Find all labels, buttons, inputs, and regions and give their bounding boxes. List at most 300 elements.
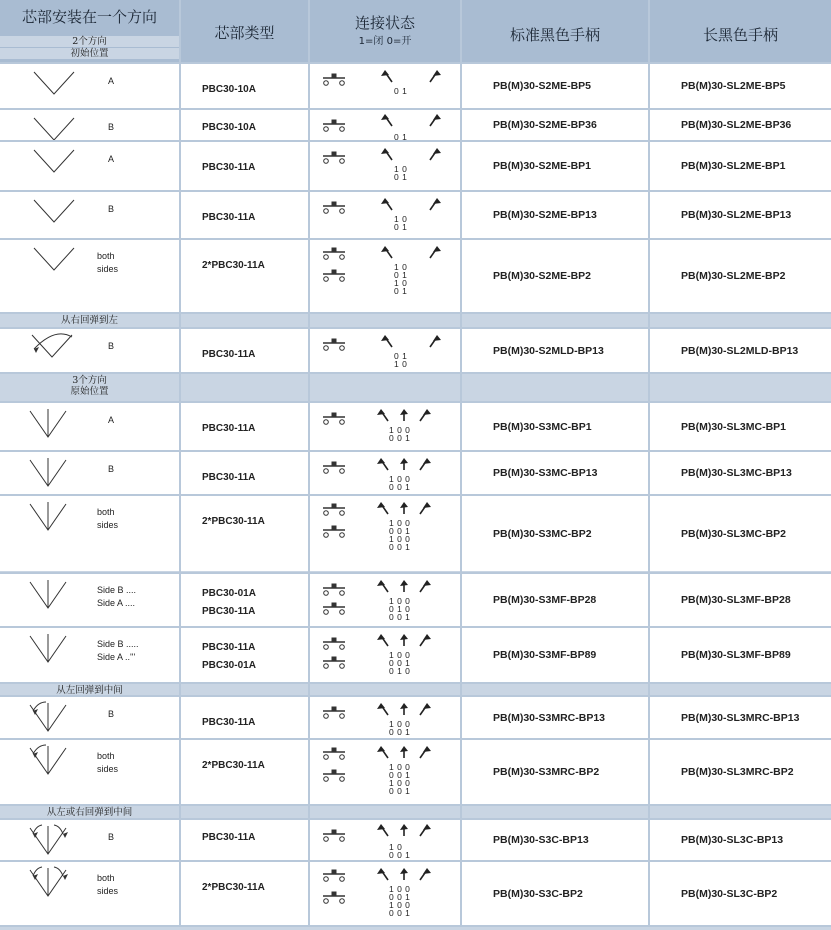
diagram-cell [0, 403, 179, 450]
v-actuator-symbol [34, 150, 74, 172]
header-mount [0, 0, 179, 62]
direction-arrowhead [423, 580, 431, 586]
section-bar-spring-right-left-4 [650, 314, 831, 327]
std-handle-cell [462, 820, 648, 860]
header-long-handle-label: 长黑色手柄 [702, 26, 778, 44]
long-handle-cell [650, 240, 831, 312]
core-type-label: PBC30-11A [202, 832, 256, 843]
long-handle-cell [650, 820, 831, 860]
actuator-diagram [0, 110, 179, 140]
section-bar-three-directions-label: 3个方向 [72, 375, 107, 386]
std-handle-cell [462, 452, 648, 494]
direction-arrowhead [433, 246, 441, 252]
state-digits: 0 0 1 [389, 727, 411, 737]
long-handle-cell [650, 142, 831, 190]
core-type-cell [181, 110, 308, 140]
contact-state-diagram [310, 110, 460, 140]
v-actuator-symbol [34, 248, 74, 270]
std-handle-cell [462, 403, 648, 450]
core-type-cell [181, 820, 308, 860]
actuator-diagram [0, 64, 179, 108]
direction-arrowhead [377, 458, 385, 464]
state-digits: 1 0 0 [389, 596, 411, 606]
header-core-type [181, 0, 308, 62]
contact-state-diagram [310, 142, 460, 190]
actuator-diagram [0, 862, 179, 925]
std-model: PB(M)30-S3MRC-BP13 [493, 712, 606, 724]
direction-arrowhead [433, 335, 441, 341]
core-type-label: PBC30-10A [202, 122, 256, 133]
core-type-cell [181, 496, 308, 571]
long-model: PB(M)30-SL2ME-BP13 [681, 209, 792, 221]
diagram-cell [0, 496, 179, 571]
contact-state-diagram [310, 628, 460, 682]
std-model: PB(M)30-S3MC-BP2 [493, 528, 592, 540]
long-model: PB(M)30-SL3MC-BP13 [681, 467, 792, 479]
diagram-cell [0, 628, 179, 682]
section-bar-spring-right-left-3 [462, 314, 648, 327]
state-digits: 0 0 1 [389, 786, 411, 796]
contact-nc-symbol [323, 526, 345, 537]
core-type-cell [181, 628, 308, 682]
contact-nc-symbol [323, 504, 345, 515]
long-model: PB(M)30-SL2ME-BP2 [681, 270, 786, 282]
contact-nc-symbol [323, 892, 345, 903]
actuator-diagram [0, 192, 179, 238]
diagram-label: B [108, 464, 115, 474]
direction-arrowhead [400, 746, 408, 752]
diagram-cell [0, 697, 179, 738]
contact-state-diagram [310, 697, 460, 738]
section-bar-spring-right-left-label: 从右回弹到左 [60, 315, 118, 326]
core-type-label: PBC30-11A [202, 212, 256, 223]
direction-arrowhead [400, 458, 408, 464]
direction-arrowhead [400, 409, 408, 415]
section-bar-three-directions-4 [650, 374, 831, 401]
std-model: PB(M)30-S2ME-BP36 [493, 119, 597, 131]
long-model: PB(M)30-SL3MRC-BP13 [681, 712, 800, 724]
direction-arrowhead [377, 634, 385, 640]
long-model: PB(M)30-SL3MC-BP1 [681, 421, 787, 433]
diagram-label: B [108, 122, 115, 132]
direction-arrowhead [400, 703, 408, 709]
contact-state-diagram [310, 240, 460, 312]
contact-nc-symbol [323, 152, 345, 163]
state-digits: 0 0 1 [389, 892, 411, 902]
direction-arrowhead [377, 409, 385, 415]
direction-arrowhead [400, 502, 408, 508]
core-type-label: 2*PBC30-11A [202, 260, 265, 271]
return-arc-symbol [54, 867, 63, 876]
diagram-label: B [108, 341, 115, 351]
diagram-cell [0, 64, 179, 108]
core-type-label: PBC30-11A [202, 472, 256, 483]
std-handle-cell [462, 142, 648, 190]
diagram-label: B [108, 709, 115, 719]
long-model: PB(M)30-SL3C-BP2 [681, 888, 778, 900]
core-type-label: 2*PBC30-11A [202, 882, 265, 893]
return-arc-symbol [33, 702, 46, 711]
diagram-cell [0, 820, 179, 860]
state-digits: 1 0 0 [389, 534, 411, 544]
section-bar-spring-right-left-2 [310, 314, 460, 327]
long-model: PB(M)30-SL3MC-BP2 [681, 528, 787, 540]
std-model: PB(M)30-S2ME-BP2 [493, 270, 592, 282]
state-cell [310, 740, 460, 804]
direction-arrowhead [381, 335, 389, 341]
direction-arrowhead [377, 824, 385, 830]
std-model: PB(M)30-S2ME-BP5 [493, 80, 592, 92]
core-type-label: PBC30-01A [202, 660, 256, 671]
state-digits: 1 0 [394, 262, 408, 272]
diagram-cell [0, 240, 179, 312]
core-type-label: PBC30-11A [202, 349, 256, 360]
state-digits: 1 0 0 [389, 719, 411, 729]
contact-nc-symbol [323, 638, 345, 649]
contact-nc-symbol [323, 462, 345, 473]
long-handle-cell [650, 574, 831, 626]
contact-state-diagram [310, 329, 460, 372]
contact-state-diagram [310, 740, 460, 804]
std-model: PB(M)30-S3C-BP13 [493, 834, 589, 846]
diagram-cell [0, 110, 179, 140]
std-model: PB(M)30-S2ME-BP13 [493, 209, 597, 221]
long-handle-cell [650, 403, 831, 450]
contact-state-diagram [310, 192, 460, 238]
core-type-cell [181, 862, 308, 925]
long-handle-cell [650, 697, 831, 738]
contact-no-symbol [323, 74, 345, 85]
core-type-cell [181, 329, 308, 372]
core-type-label: PBC30-01A [202, 588, 256, 599]
contact-nc-symbol [323, 413, 345, 424]
state-digits: 0 0 1 [389, 850, 411, 860]
long-model: PB(M)30-SL3MRC-BP2 [681, 766, 794, 778]
long-handle-cell [650, 192, 831, 238]
contact-nc-symbol [323, 603, 345, 614]
long-handle-cell [650, 64, 831, 108]
state-digits: 1 0 0 [389, 778, 411, 788]
state-digits: 0 0 1 [389, 770, 411, 780]
long-model: PB(M)30-SL3C-BP13 [681, 834, 784, 846]
actuator-diagram [0, 740, 179, 804]
section-bar-spring-lr-center-3 [462, 806, 648, 818]
core-type-label: 2*PBC30-11A [202, 516, 265, 527]
state-cell [310, 110, 460, 140]
section-bar-spring-left-center-1 [181, 684, 308, 695]
state-cell [310, 329, 460, 372]
long-handle-cell [650, 110, 831, 140]
contact-state-diagram [310, 452, 460, 494]
section-bar-three-directions-3 [462, 374, 648, 401]
state-digits: 1 0 [394, 214, 408, 224]
diagram-label: Side A .... [97, 598, 136, 608]
diagram-label: sides [97, 886, 119, 896]
section-bar-spring-left-center-label: 从左回弹到中间 [56, 685, 123, 696]
core-type-label: PBC30-10A [202, 84, 256, 95]
state-cell [310, 628, 460, 682]
contact-state-diagram [310, 820, 460, 860]
core-type-label: 2*PBC30-11A [202, 760, 265, 771]
core-type-label: PBC30-11A [202, 717, 256, 728]
contact-state-diagram [310, 862, 460, 925]
state-cell [310, 192, 460, 238]
header-std-handle-label: 标准黑色手柄 [509, 26, 600, 44]
state-digits: 0 1 [394, 270, 408, 280]
long-model: PB(M)30-SL2ME-BP5 [681, 80, 786, 92]
state-digits: 1 0 [389, 842, 403, 852]
diagram-label: Side B ..... [97, 639, 139, 649]
std-handle-cell [462, 64, 648, 108]
long-handle-cell [650, 862, 831, 925]
state-digits: 1 0 0 [389, 762, 411, 772]
diagram-label: both [97, 751, 115, 761]
section-bar-spring-right-left-0 [0, 314, 179, 327]
diagram-cell [0, 452, 179, 494]
state-cell [310, 240, 460, 312]
direction-arrowhead [381, 198, 389, 204]
contact-nc-symbol [323, 748, 345, 759]
actuator-diagram [0, 628, 179, 682]
header-state [310, 0, 460, 62]
direction-arrowhead [433, 148, 441, 154]
std-model: PB(M)30-S3MC-BP1 [493, 421, 592, 433]
actuator-diagram [0, 403, 179, 450]
section-bar-spring-lr-center-1 [181, 806, 308, 818]
section-bar-spring-left-center-3 [462, 684, 648, 695]
core-type-cell [181, 740, 308, 804]
direction-arrowhead [423, 502, 431, 508]
direction-arrowhead [377, 746, 385, 752]
state-digits: 0 1 [394, 286, 408, 296]
state-digits: 1 0 [394, 359, 408, 369]
direction-arrowhead [423, 824, 431, 830]
section-bar-three-directions-0 [0, 374, 179, 401]
v-actuator-symbol [34, 200, 74, 222]
contact-nc-symbol [323, 339, 345, 350]
std-handle-cell [462, 574, 648, 626]
direction-arrowhead [377, 580, 385, 586]
core-type-label: PBC30-11A [202, 423, 256, 434]
contact-nc-symbol [323, 707, 345, 718]
section-bar-three-directions-1 [181, 374, 308, 401]
std-handle-cell [462, 240, 648, 312]
diagram-label: A [108, 76, 115, 86]
state-digits: 0 0 1 [389, 612, 411, 622]
contact-state-diagram [310, 64, 460, 108]
core-type-cell [181, 142, 308, 190]
diagram-cell [0, 192, 179, 238]
diagram-label: sides [97, 264, 119, 274]
diagram-label: A [108, 415, 115, 425]
v-actuator-symbol [32, 335, 72, 357]
diagram-cell [0, 329, 179, 372]
long-handle-cell [650, 452, 831, 494]
direction-arrowhead [381, 70, 389, 76]
diagram-label: both [97, 507, 115, 517]
state-digits: 1 0 0 [389, 900, 411, 910]
long-handle-cell [650, 329, 831, 372]
actuator-diagram [0, 452, 179, 494]
state-cell [310, 142, 460, 190]
core-type-cell [181, 452, 308, 494]
diagram-label: B [108, 204, 115, 214]
state-cell [310, 496, 460, 571]
diagram-label: both [97, 251, 115, 261]
direction-arrowhead [377, 502, 385, 508]
core-type-cell [181, 64, 308, 108]
section-bar-three-directions-2 [310, 374, 460, 401]
header-long-handle [650, 0, 831, 62]
long-handle-cell [650, 496, 831, 571]
state-digits: 0 1 0 [389, 666, 411, 676]
section-bar-spring-lr-center-label: 从左或右回弹到中间 [46, 807, 133, 818]
contact-state-diagram [310, 403, 460, 450]
return-arrowhead-symbol [63, 832, 68, 838]
actuator-diagram [0, 820, 179, 860]
core-type-cell [181, 574, 308, 626]
section-bar-spring-lr-center-4 [650, 806, 831, 818]
direction-arrowhead [381, 246, 389, 252]
direction-arrowhead [423, 409, 431, 415]
diagram-cell [0, 740, 179, 804]
diagram-label: Side A ..''' [97, 652, 136, 662]
long-handle-cell [650, 628, 831, 682]
std-handle-cell [462, 697, 648, 738]
state-digits: 1 0 0 [389, 650, 411, 660]
core-type-cell [181, 697, 308, 738]
contact-no-symbol [323, 120, 345, 131]
diagram-label: both [97, 873, 115, 883]
core-type-label: PBC30-11A [202, 642, 256, 653]
actuator-diagram [0, 574, 179, 626]
state-digits: 1 0 0 [389, 518, 411, 528]
section-bar-spring-right-left-1 [181, 314, 308, 327]
actuator-diagram [0, 329, 179, 372]
state-cell [310, 403, 460, 450]
std-handle-cell [462, 110, 648, 140]
direction-arrowhead [423, 634, 431, 640]
std-handle-cell [462, 862, 648, 925]
long-model: PB(M)30-SL2ME-BP36 [681, 119, 792, 131]
direction-arrowhead [433, 70, 441, 76]
actuator-diagram [0, 142, 179, 190]
std-handle-cell [462, 628, 648, 682]
contact-state-diagram [310, 496, 460, 571]
state-digits: 0 1 [394, 86, 408, 96]
state-digits: 1 0 0 [389, 425, 411, 435]
long-model: PB(M)30-SL2MLD-BP13 [681, 345, 799, 357]
actuator-diagram [0, 240, 179, 312]
state-digits: 1 0 0 [389, 474, 411, 484]
state-digits: 0 1 [394, 132, 408, 142]
contact-nc-symbol [323, 202, 345, 213]
direction-arrowhead [423, 746, 431, 752]
direction-arrowhead [400, 824, 408, 830]
actuator-diagram [0, 697, 179, 738]
state-cell [310, 820, 460, 860]
std-model: PB(M)30-S3MC-BP13 [493, 467, 598, 479]
header-state-label: 连接状态 [354, 14, 415, 32]
v-actuator-symbol [34, 118, 74, 140]
long-model: PB(M)30-SL2ME-BP1 [681, 160, 786, 172]
std-handle-cell [462, 740, 648, 804]
state-digits: 1 0 0 [389, 884, 411, 894]
core-type-label: PBC30-11A [202, 162, 256, 173]
state-cell [310, 574, 460, 626]
state-digits: 0 0 1 [389, 542, 411, 552]
state-digits: 0 1 [394, 351, 408, 361]
std-handle-cell [462, 192, 648, 238]
header-core-type-label: 芯部类型 [214, 24, 275, 42]
std-model: PB(M)30-S2ME-BP1 [493, 160, 592, 172]
state-digits: 0 0 1 [389, 526, 411, 536]
std-model: PB(M)30-S2MLD-BP13 [493, 345, 604, 357]
return-arc-symbol [54, 825, 63, 834]
core-type-cell [181, 403, 308, 450]
contact-state-diagram [310, 574, 460, 626]
return-arrowhead-symbol [63, 874, 68, 880]
direction-arrowhead [381, 114, 389, 120]
std-model: PB(M)30-S3MF-BP89 [493, 649, 597, 661]
contact-nc-symbol [323, 248, 345, 259]
state-digits: 0 0 1 [389, 433, 411, 443]
section-bar-spring-left-center-2 [310, 684, 460, 695]
section-bar-spring-lr-center-0 [0, 806, 179, 818]
long-handle-cell [650, 740, 831, 804]
direction-arrowhead [400, 634, 408, 640]
diagram-cell [0, 142, 179, 190]
diagram-label: A [108, 154, 115, 164]
section-bar-spring-left-center-0 [0, 684, 179, 695]
diagram-cell [0, 862, 179, 925]
contact-nc-symbol [323, 584, 345, 595]
v-actuator-symbol [34, 72, 74, 94]
direction-arrowhead [423, 458, 431, 464]
state-digits: 0 0 1 [389, 482, 411, 492]
state-cell [310, 697, 460, 738]
std-handle-cell [462, 496, 648, 571]
section-bar-spring-left-center-4 [650, 684, 831, 695]
diagram-label: B [108, 832, 115, 842]
direction-arrowhead [433, 198, 441, 204]
header-state-legend: 1=闭 0=开 [358, 36, 412, 47]
state-digits: 0 1 0 [389, 604, 411, 614]
state-cell [310, 64, 460, 108]
core-type-label: PBC30-11A [202, 606, 256, 617]
direction-arrowhead [381, 148, 389, 154]
state-digits: 0 1 [394, 222, 408, 232]
direction-arrowhead [400, 580, 408, 586]
contact-nc-symbol [323, 657, 345, 668]
state-digits: 0 1 [394, 172, 408, 182]
state-digits: 0 0 1 [389, 658, 411, 668]
contact-nc-symbol [323, 270, 345, 281]
std-model: PB(M)30-S3MF-BP28 [493, 594, 597, 606]
std-model: PB(M)30-S3C-BP2 [493, 888, 583, 900]
diagram-label: Side B .... [97, 585, 137, 595]
actuator-diagram [0, 496, 179, 571]
diagram-cell [0, 574, 179, 626]
direction-arrowhead [400, 868, 408, 874]
long-model: PB(M)30-SL3MF-BP28 [681, 594, 791, 606]
contact-nc-symbol [323, 770, 345, 781]
core-type-cell [181, 240, 308, 312]
contact-nc-symbol [323, 870, 345, 881]
header-std-handle [462, 0, 648, 62]
contact-nc-symbol [323, 830, 345, 841]
state-digits: 0 0 1 [389, 908, 411, 918]
